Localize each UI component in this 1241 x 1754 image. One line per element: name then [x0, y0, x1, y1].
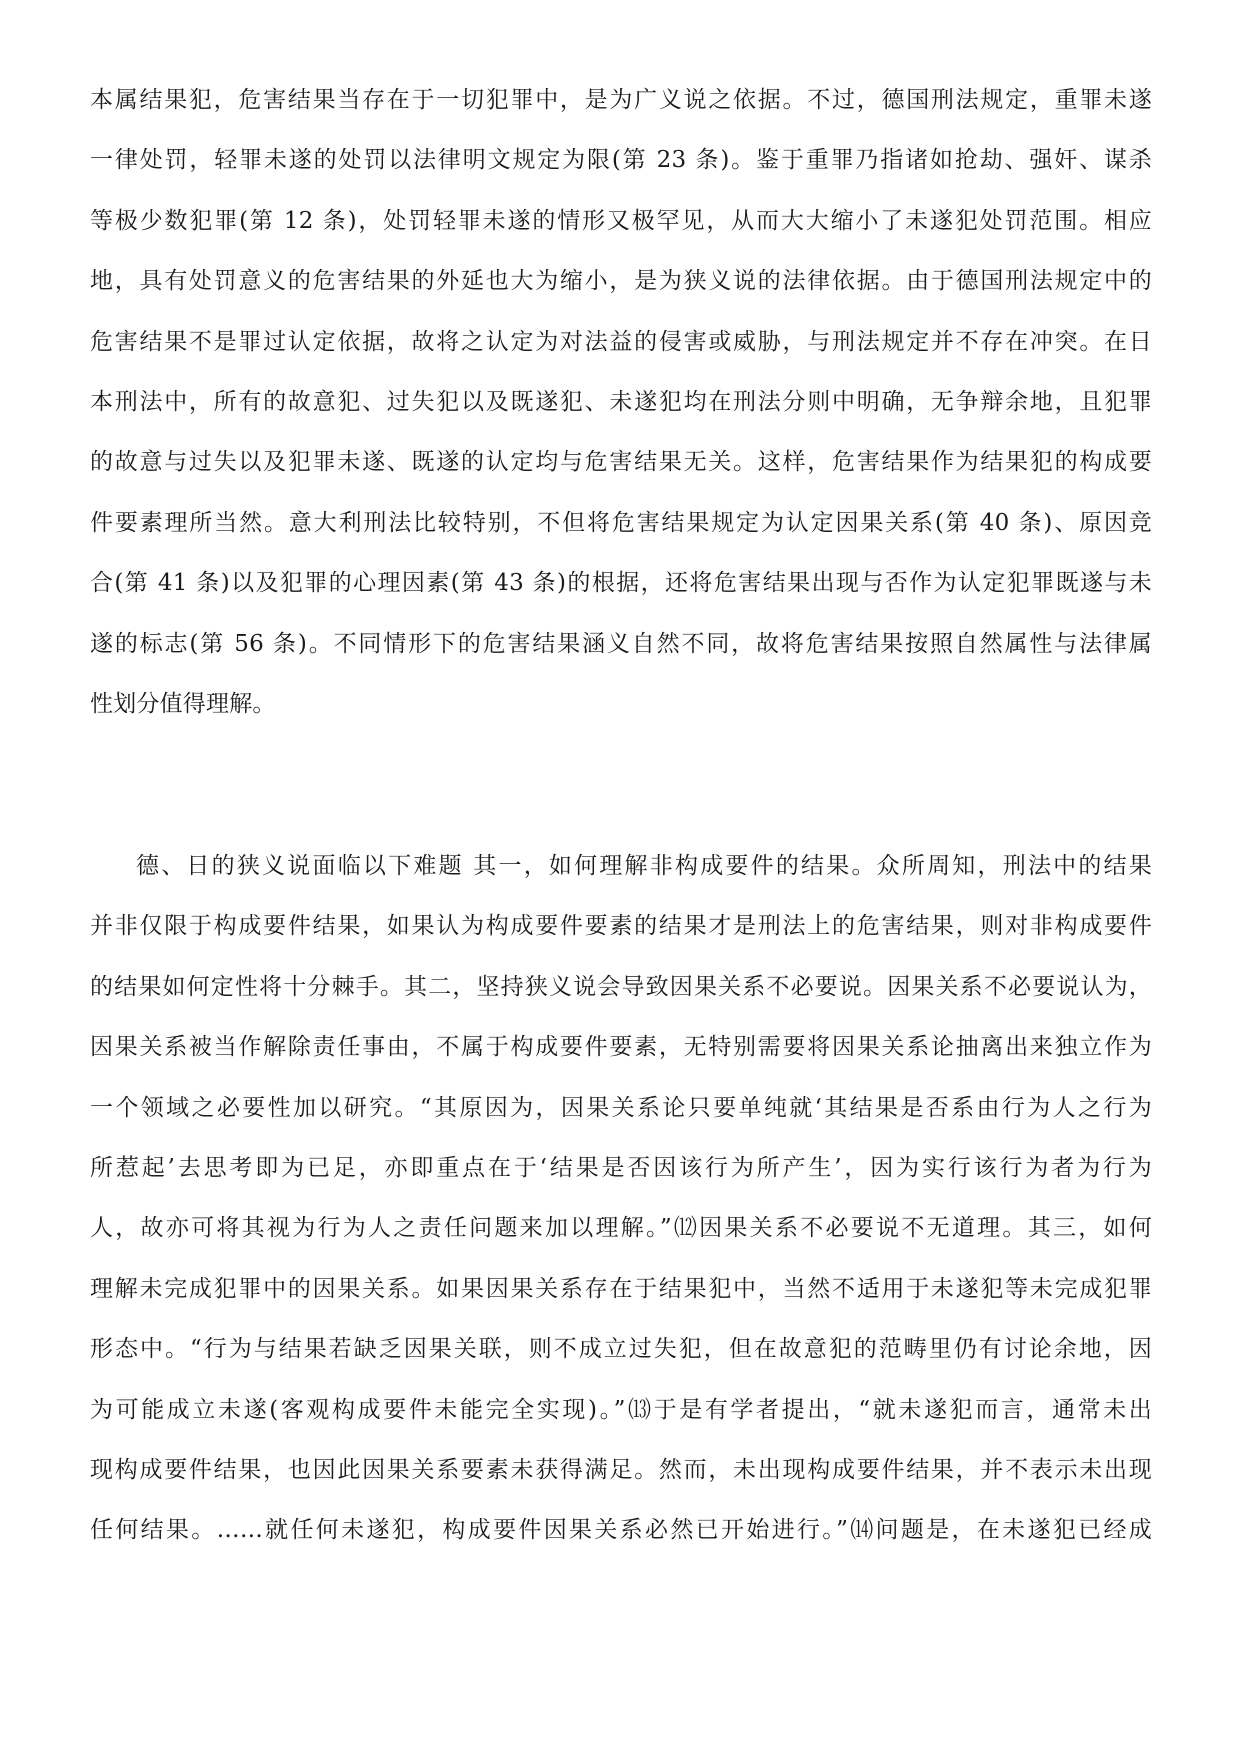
text-line: 一个领域之必要性加以研究。“其原因为，因果关系论只要单纯就‘其结果是否系由行为人之行为 [90, 1094, 1152, 1121]
text-line: 人，故亦可将其视为行为人之责任问题来加以理解。”⑿因果关系不必要说不无道理。其三，如何 [90, 1215, 1152, 1242]
text-line: 为可能成立未遂(客观构成要件未能完全实现)。”⒀于是有学者提出，“就未遂犯而言，通常未出 [90, 1396, 1152, 1423]
text-line: 现构成要件结果，也因此因果关系要素未获得满足。然而，未出现构成要件结果，并不表示未出现 [90, 1456, 1152, 1483]
text-line: 的故意与过失以及犯罪未遂、既遂的认定均与危害结果无关。这样，危害结果作为结果犯的构成要 [90, 449, 1152, 476]
text-line: 的结果如何定性将十分棘手。其二，坚持狭义说会导致因果关系不必要说。因果关系不必要说认为， [90, 973, 1152, 1000]
text-line: 本刑法中，所有的故意犯、过失犯以及既遂犯、未遂犯均在刑法分则中明确，无争辩余地，且犯罪 [90, 388, 1152, 415]
text-line: 任何结果。……就任何未遂犯，构成要件因果关系必然已开始进行。”⒁问题是，在未遂犯已经成 [90, 1517, 1152, 1544]
text-line: 所惹起’去思考即为已足，亦即重点在于‘结果是否因该行为所产生’，因为实行该行为者为行为 [90, 1154, 1152, 1181]
text-line: 等极少数犯罪(第 12 条)，处罚轻罪未遂的情形又极罕见，从而大大缩小了未遂犯处罚范围。相应 [90, 207, 1152, 234]
text-line: 合(第 41 条)以及犯罪的心理因素(第 43 条)的根据，还将危害结果出现与否作为认定犯罪既遂与未 [90, 570, 1152, 597]
text-line: 危害结果不是罪过认定依据，故将之认定为对法益的侵害或威胁，与刑法规定并不存在冲突。在日 [90, 328, 1152, 355]
text-line: 因果关系被当作解除责任事由，不属于构成要件要素，无特别需要将因果关系论抽离出来独立作为 [90, 1034, 1152, 1061]
text-line: 一律处罚，轻罪未遂的处罚以法律明文规定为限(第 23 条)。鉴于重罪乃指诸如抢劫、强奸、谋杀 [90, 147, 1152, 174]
body-paragraph-2 [90, 836, 1152, 1561]
text-line: 并非仅限于构成要件结果，如果认为构成要件要素的结果才是刑法上的危害结果，则对非构成要件 [90, 913, 1152, 940]
body-paragraph-1 [90, 70, 1152, 734]
text-line: 本属结果犯，危害结果当存在于一切犯罪中，是为广义说之依据。不过，德国刑法规定，重罪未遂 [90, 87, 1152, 113]
text-line: 地，具有处罚意义的危害结果的外延也大为缩小，是为狭义说的法律依据。由于德国刑法规定中的 [90, 268, 1152, 295]
text-line: 形态中。“行为与结果若缺乏因果关联，则不成立过失犯，但在故意犯的范畴里仍有讨论余地，因 [90, 1336, 1152, 1363]
text-line: 遂的标志(第 56 条)。不同情形下的危害结果涵义自然不同，故将危害结果按照自然属性与法律属 [90, 630, 1152, 657]
text-line: 性划分值得理解。 [90, 690, 276, 717]
text-line: 德、日的狭义说面临以下难题 其一，如何理解非构成要件的结果。众所周知，刑法中的结果 [136, 853, 1152, 879]
text-line: 理解未完成犯罪中的因果关系。如果因果关系存在于结果犯中，当然不适用于未遂犯等未完成犯罪 [90, 1275, 1152, 1302]
text-line: 件要素理所当然。意大利刑法比较特别，不但将危害结果规定为认定因果关系(第 40 条)、原因竞 [90, 509, 1152, 536]
